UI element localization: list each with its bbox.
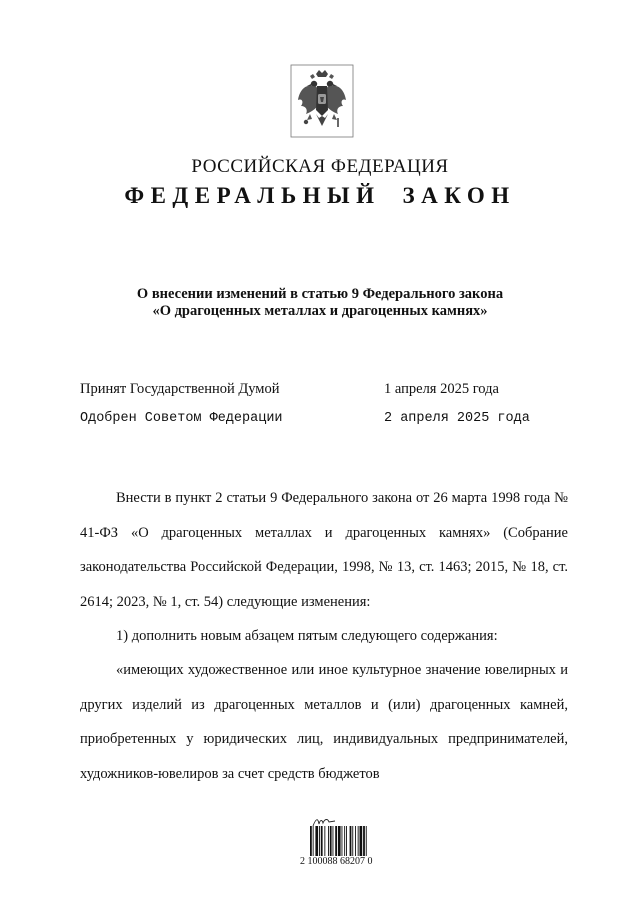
adoption-row-council (80, 411, 560, 429)
law-title (0, 286, 640, 320)
document-barcode (300, 816, 390, 868)
barcode-number: 2 100088 68207 0 (300, 856, 373, 867)
adoption-date: 1 апреля 2025 года (384, 381, 499, 397)
adoption-label: Одобрен Советом Федерации (80, 411, 283, 426)
adoption-date: 2 апреля 2025 года (384, 411, 530, 426)
law-type-word2: ЗАКОН (402, 183, 516, 208)
law-type-heading (0, 183, 640, 209)
law-title-line1: О внесении изменений в статью 9 Федерального закона (136, 286, 504, 302)
law-type-word1: ФЕДЕРАЛЬНЫЙ (124, 183, 381, 208)
body-paragraph-2: 1) дополнить новым абзацем пятым следующего содержания: (116, 628, 498, 644)
country-name: РОССИЙСКАЯ ФЕДЕРАЦИЯ (191, 156, 449, 177)
adoption-label: Принят Государственной Думой (80, 381, 280, 397)
body-paragraph-1: Внести в пункт 2 статьи 9 Федерального закона от 26 марта 1998 года № 41-ФЗ «О драгоценных металлах и драгоценных камнях» (Собрание законодательства Российской Федерации, 1998, № 13, ст. 1463; 2015, № 18, ст. 2614; 2023, № 1, ст. 54) следующие изменения: (80, 490, 568, 610)
body-paragraph-3: «имеющих художественное или иное культурное значение ювелирных и других изделий из драгоценных металлов и (или) драгоценных камней, приобретенных у юридических лиц, индивидуальных предпринимателей, художников-ювелиров за счет средств бюджетов (80, 662, 568, 782)
coat-of-arms-icon (290, 64, 354, 138)
adoption-row-duma (80, 381, 560, 399)
law-title-line2: «О драгоценных металлах и драгоценных камнях» (152, 303, 488, 319)
barcode-icon (310, 826, 382, 856)
